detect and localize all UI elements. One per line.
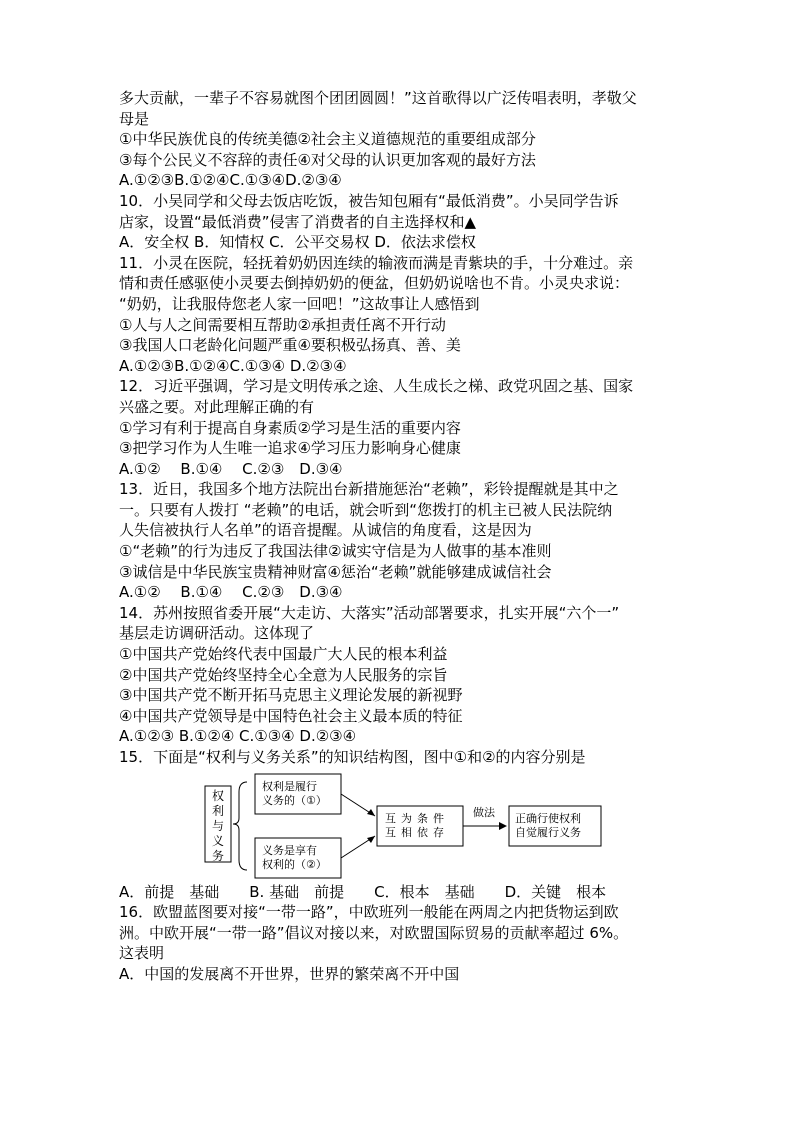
text-line: A.①②③ B.①②④ C.①③④ D.②③④ [119, 727, 357, 746]
text-line: 10．小吴同学和父母去饭店吃饭，被告知包厢有“最低消费”。小吴同学告诉 [119, 191, 619, 210]
text-line: A．安全权 B．知情权 C．公平交易权 D．依法求偿权 [119, 233, 476, 252]
text-line: 15．下面是“权利与义务关系”的知识结构图，图中①和②的内容分别是 [119, 748, 586, 766]
text-line: 13．近日，我国多个地方法院出台新措施惩治“老赖”，彩铃提醒就是其中之 [119, 480, 619, 499]
bottom-box-text: 义务是享有 权利的（②） [262, 843, 327, 871]
text-line: 16．欧盟蓝图要对接“一带一路”，中欧班列一般能在两周之内把货物运到欧 [119, 903, 619, 922]
middle-box-text: 互为条件 互相依存 [385, 811, 449, 839]
text-line: “奶奶，让我服侍您老人家一回吧！”这故事让人感悟到 [119, 294, 480, 313]
arrow-label: 做法 [473, 805, 495, 819]
text-line: 一。只要有人拨打 “老赖”的电话，就会听到“您拨打的机主已被人民法院纳 [119, 500, 613, 519]
text-line: 店家，设置“最低消费”侵害了消费者的自主选择权和▲ [119, 212, 477, 231]
rights-duties-diagram [119, 772, 679, 880]
text-line: 12．习近平强调，学习是文明传承之途、人生成长之梯、政党巩固之基、国家 [119, 377, 634, 396]
text-line: ①学习有利于提高自身素质②学习是生活的重要内容 [119, 418, 461, 437]
text-line: 洲。中欧开展“一带一路”倡议对接以来，对欧盟国际贸易的贡献率超过 6%。 [119, 923, 629, 942]
top-box-text: 权利是履行 义务的（①） [262, 779, 327, 807]
text-line: A.①②③B.①②④C.①③④ D.②③④ [119, 356, 347, 375]
text-line: 兴盛之要。对此理解正确的有 [119, 397, 315, 416]
text-line: ③把学习作为人生唯一追求④学习压力影响身心健康 [119, 439, 461, 458]
question-text-block [119, 88, 679, 768]
text-line: ③每个公民义不容辞的责任④对父母的认识更加客观的最好方法 [119, 150, 536, 169]
text-line: ②中国共产党始终坚持全心全意为人民服务的宗旨 [119, 665, 448, 684]
exam-page [119, 88, 679, 985]
text-line: ④中国共产党领导是中国特色社会主义最本质的特征 [119, 706, 463, 725]
text-line: 这表明 [119, 944, 165, 963]
text-line: ①中国共产党始终代表中国最广大人民的根本利益 [119, 645, 448, 664]
text-line: ③中国共产党不断开拓马克思主义理论发展的新视野 [119, 686, 463, 705]
left-box-label: 权 利 与 义 务 [211, 788, 224, 863]
text-line: ①人与人之间需要相互帮助②承担责任离不开行动 [119, 315, 446, 334]
text-line: A．前提 基础 B. 基础 前提 C．根本 基础 D．关键 根本 [119, 882, 607, 901]
text-line: ①“老赖”的行为违反了我国法律②诚实守信是为人做事的基本准则 [119, 542, 552, 561]
text-line: ③诚信是中华民族宝贵精神财富④惩治“老赖”就能够建成诚信社会 [119, 562, 552, 581]
text-line: 情和责任感驱使小灵要去倒掉奶奶的便盆，但奶奶说啥也不肯。小灵央求说： [119, 274, 630, 293]
text-line: A.①② B.①④ C.②③ D.③④ [119, 459, 343, 478]
text-line: ①中华民族优良的传统美德②社会主义道德规范的重要组成部分 [119, 130, 536, 149]
brace [233, 782, 247, 870]
text-line: A．中国的发展离不开世界，世界的繁荣离不开中国 [119, 964, 460, 983]
text-line: 14．苏州按照省委开展“大走访、大落实”活动部署要求，扎实开展“六个一” [119, 603, 620, 622]
text-line: 母是 [119, 109, 150, 128]
text-line: 基层走访调研活动。这体现了 [119, 624, 315, 643]
text-line: 多大贡献，一辈子不容易就图个团团圆圆！”这首歌得以广泛传唱表明，孝敬父 [119, 89, 637, 107]
text-line: 人失信被执行人名单”的语音提醒。从诚信的角度看，这是因为 [119, 521, 532, 540]
question-text-block-after [119, 882, 679, 985]
text-line: A.①② B.①④ C.②③ D.③④ [119, 583, 343, 602]
text-line: 11．小灵在医院，轻抚着奶奶因连续的输液而满是青紫块的手，十分难过。亲 [119, 253, 634, 272]
right-box-text: 正确行使权利 自觉履行义务 [515, 811, 581, 839]
text-line: ③我国人口老龄化问题严重④要积极弘扬真、善、美 [119, 336, 461, 355]
text-line: A.①②③B.①②④C.①③④D.②③④ [119, 171, 342, 190]
